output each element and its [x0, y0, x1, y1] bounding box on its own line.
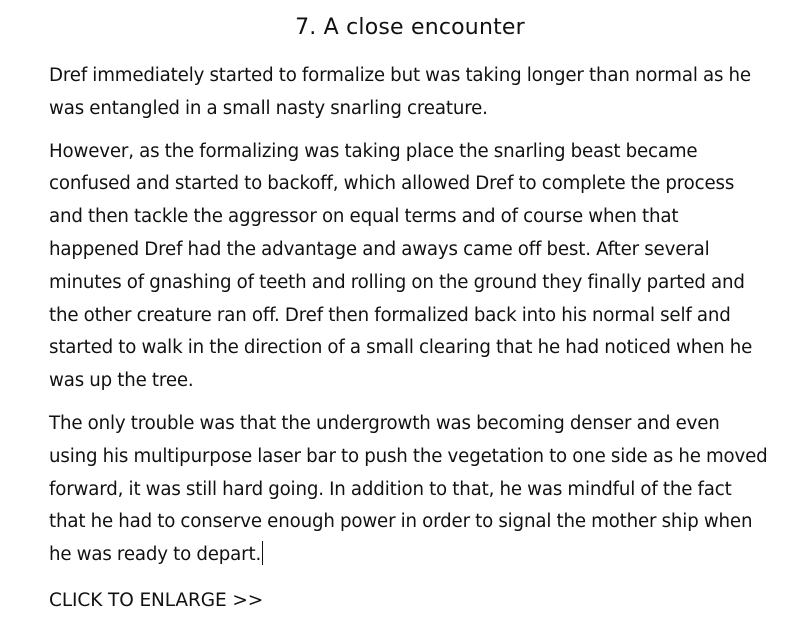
paragraph-3-text: The only trouble was that the undergrowth was becoming denser and even using his multipurpose laser bar to push the vegetation to one side as he moved forward, it was still hard going. In addition to that, he was mindful of the fact that he had to conserve enough power in order to signal the mother ship when he was ready to depart.	[49, 412, 768, 566]
text-cursor	[262, 541, 263, 565]
document-page	[49, 0, 771, 616]
paragraph-2: However, as the formalizing was taking place the snarling beast became confused and started to backoff, which allowed Dref to complete the process and then tackle the aggressor on equal terms and of course when that happened Dref had the advantage and aways came off best. After several minutes of gnashing of teeth and rolling on the ground they finally parted and the other creature ran off. Dref then formalized back into his normal self and started to walk in the direction of a small clearing that he had noticed when he was up the tree.	[49, 140, 753, 392]
click-to-enlarge-link[interactable]: CLICK TO ENLARGE >>	[49, 589, 264, 611]
paragraph-1: Dref immediately started to formalize but was taking longer than normal as he was entangled in a small nasty snarling creature.	[49, 65, 751, 119]
paragraph-3	[49, 408, 771, 572]
page-title: 7. A close encounter	[295, 15, 525, 40]
